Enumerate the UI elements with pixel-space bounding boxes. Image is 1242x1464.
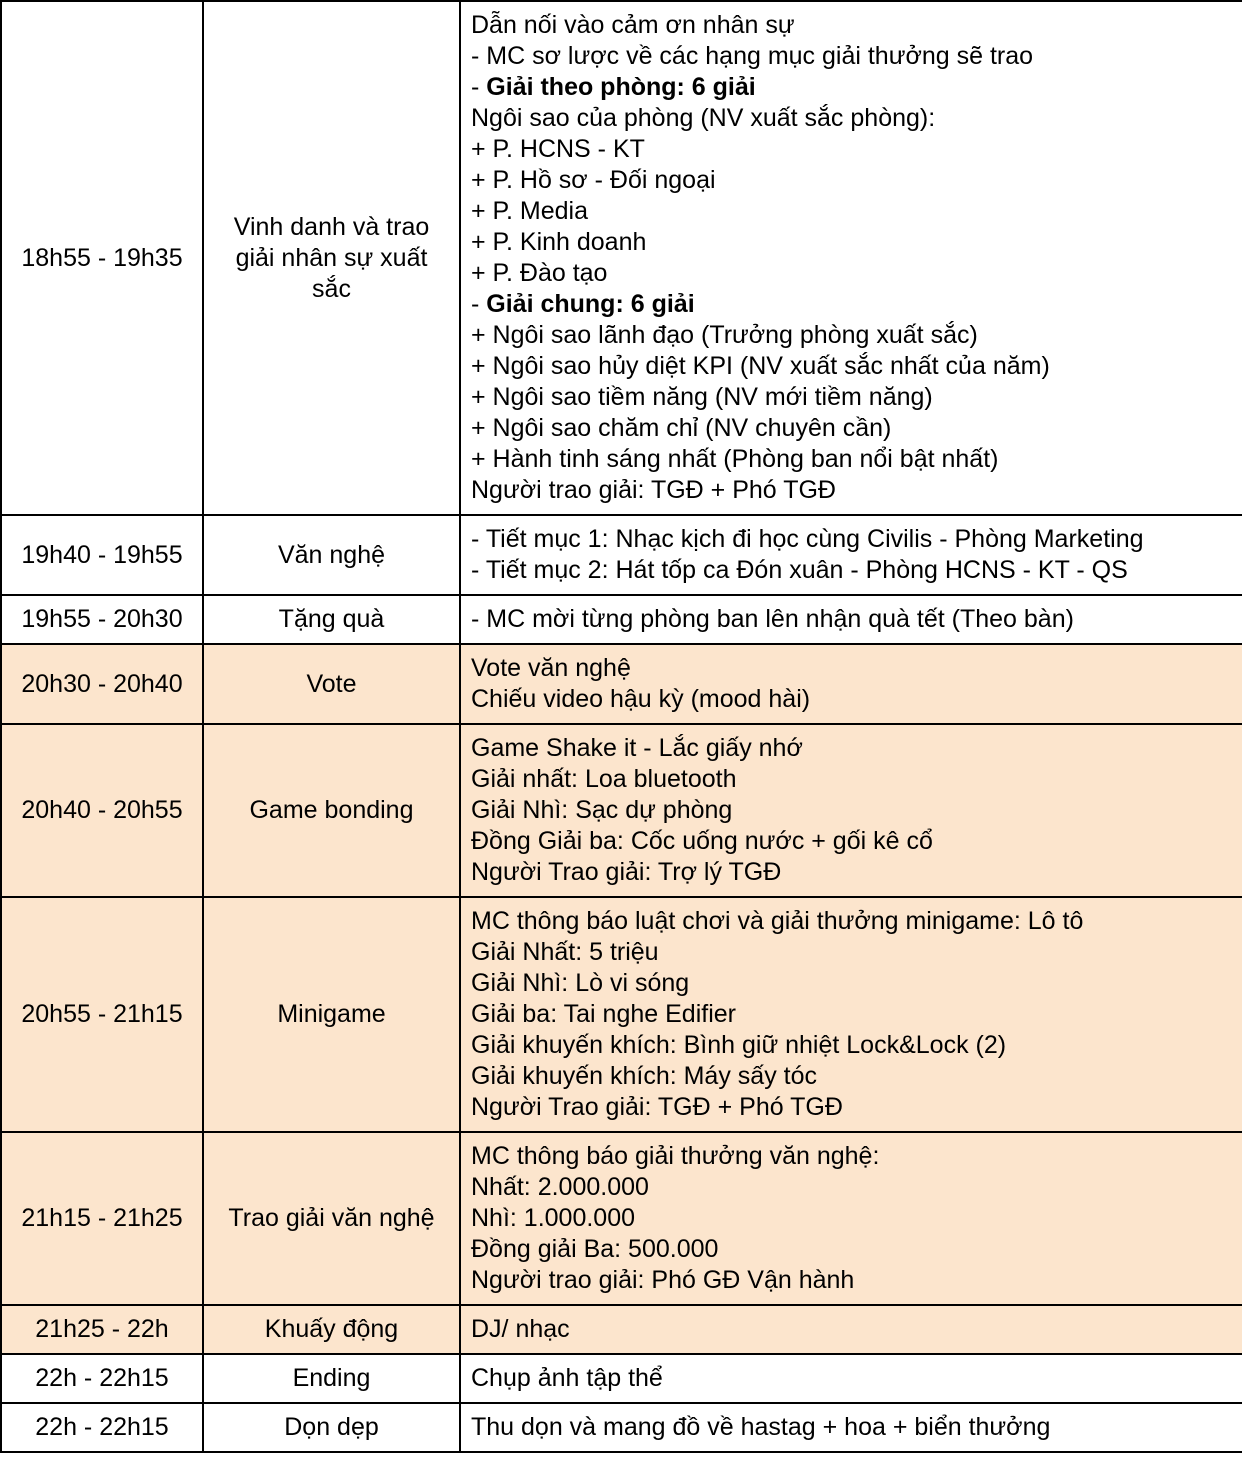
detail-line: - MC mời từng phòng ban lên nhận quà tết (Theo bàn) (471, 605, 1074, 633)
detail-line: Chiếu video hậu kỳ (mood hài) (471, 685, 811, 713)
activity-cell[interactable]: Minigame (203, 897, 460, 1132)
detail-line: Thu dọn và mang đồ về hastag + hoa + biển thưởng (471, 1413, 1051, 1441)
detail-line: - Giải chung: 6 giải (471, 290, 695, 318)
time-cell[interactable]: 22h - 22h15 (1, 1403, 203, 1452)
detail-line: - Tiết mục 1: Nhạc kịch đi học cùng Civilis - Phòng Marketing (471, 525, 1144, 553)
detail-line: + P. HCNS - KT (471, 135, 645, 163)
detail-line: + Hành tinh sáng nhất (Phòng ban nổi bật nhất) (471, 445, 999, 473)
time-cell[interactable]: 18h55 - 19h35 (1, 1, 203, 515)
activity-cell[interactable]: Vinh danh và trao giải nhân sự xuất sắc (203, 1, 460, 515)
detail-line: + Ngôi sao chăm chỉ (NV chuyên cần) (471, 414, 892, 442)
detail-line: Game Shake it - Lắc giấy nhớ (471, 734, 803, 762)
detail-line: Người Trao giải: Trợ lý TGĐ (471, 858, 782, 886)
detail-line: Nhì: 1.000.000 (471, 1204, 636, 1232)
detail-line: + Ngôi sao lãnh đạo (Trưởng phòng xuất sắc) (471, 321, 978, 349)
detail-line: - MC sơ lược về các hạng mục giải thưởng sẽ trao (471, 42, 1034, 70)
time-cell[interactable]: 19h40 - 19h55 (1, 515, 203, 595)
table-row (1, 897, 1242, 1132)
table-row (1, 515, 1242, 595)
detail-line: MC thông báo luật chơi và giải thưởng minigame: Lô tô (471, 907, 1084, 935)
details-cell[interactable] (460, 595, 1242, 644)
detail-line: Người trao giải: TGĐ + Phó TGĐ (471, 476, 836, 504)
detail-line: MC thông báo giải thưởng văn nghệ: (471, 1142, 880, 1170)
activity-cell[interactable]: Dọn dẹp (203, 1403, 460, 1452)
detail-line: Người trao giải: Phó GĐ Vận hành (471, 1266, 855, 1294)
detail-line: DJ/ nhạc (471, 1315, 570, 1343)
detail-line: - Tiết mục 2: Hát tốp ca Đón xuân - Phòng HCNS - KT - QS (471, 556, 1128, 584)
detail-line: + Ngôi sao hủy diệt KPI (NV xuất sắc nhất của năm) (471, 352, 1050, 380)
detail-line: + P. Kinh doanh (471, 228, 647, 256)
detail-line: + Ngôi sao tiềm năng (NV mới tiềm năng) (471, 383, 933, 411)
schedule-rows (1, 1, 1242, 1452)
details-cell[interactable] (460, 1, 1242, 515)
activity-cell[interactable]: Game bonding (203, 724, 460, 897)
time-cell[interactable]: 20h30 - 20h40 (1, 644, 203, 724)
details-cell[interactable] (460, 1354, 1242, 1403)
details-cell[interactable] (460, 724, 1242, 897)
table-row (1, 1403, 1242, 1452)
activity-cell[interactable]: Văn nghệ (203, 515, 460, 595)
detail-line: Đồng giải Ba: 500.000 (471, 1235, 719, 1263)
table-row (1, 1, 1242, 515)
detail-line: + P. Đào tạo (471, 259, 608, 287)
table-row (1, 595, 1242, 644)
table-row (1, 1354, 1242, 1403)
detail-line: Người Trao giải: TGĐ + Phó TGĐ (471, 1093, 843, 1121)
details-cell[interactable] (460, 1305, 1242, 1354)
detail-line: Đồng Giải ba: Cốc uống nước + gối kê cổ (471, 827, 933, 855)
detail-line: + P. Hồ sơ - Đối ngoại (471, 166, 716, 194)
detail-line: Giải Nhì: Sạc dự phòng (471, 796, 733, 824)
details-cell[interactable] (460, 515, 1242, 595)
table-row (1, 1305, 1242, 1354)
details-cell[interactable] (460, 644, 1242, 724)
time-cell[interactable]: 21h25 - 22h (1, 1305, 203, 1354)
detail-line: Vote văn nghệ (471, 654, 631, 682)
detail-line: Giải ba: Tai nghe Edifier (471, 1000, 736, 1028)
activity-cell[interactable]: Tặng quà (203, 595, 460, 644)
activity-cell[interactable]: Khuấy động (203, 1305, 460, 1354)
detail-line: + P. Media (471, 197, 588, 225)
details-cell[interactable] (460, 897, 1242, 1132)
detail-line: Nhất: 2.000.000 (471, 1173, 649, 1201)
time-cell[interactable]: 21h15 - 21h25 (1, 1132, 203, 1305)
time-cell[interactable]: 20h40 - 20h55 (1, 724, 203, 897)
detail-line: Giải khuyến khích: Bình giữ nhiệt Lock&Lock (2) (471, 1031, 1007, 1059)
detail-line: Dẫn nối vào cảm ơn nhân sự (471, 11, 795, 39)
activity-cell[interactable]: Trao giải văn nghệ (203, 1132, 460, 1305)
table-row (1, 724, 1242, 897)
time-cell[interactable]: 20h55 - 21h15 (1, 897, 203, 1132)
details-cell[interactable] (460, 1132, 1242, 1305)
detail-line: - Giải theo phòng: 6 giải (471, 73, 756, 101)
table-row (1, 1132, 1242, 1305)
activity-cell[interactable]: Ending (203, 1354, 460, 1403)
table-row (1, 644, 1242, 724)
detail-line: Giải nhất: Loa bluetooth (471, 765, 737, 793)
activity-cell[interactable]: Vote (203, 644, 460, 724)
detail-line: Giải Nhất: 5 triệu (471, 938, 659, 966)
detail-line: Giải khuyến khích: Máy sấy tóc (471, 1062, 817, 1090)
time-cell[interactable]: 22h - 22h15 (1, 1354, 203, 1403)
time-cell[interactable]: 19h55 - 20h30 (1, 595, 203, 644)
detail-line: Giải Nhì: Lò vi sóng (471, 969, 690, 997)
detail-line: Chụp ảnh tập thể (471, 1364, 663, 1392)
detail-line: Ngôi sao của phòng (NV xuất sắc phòng): (471, 104, 936, 132)
details-cell[interactable] (460, 1403, 1242, 1452)
